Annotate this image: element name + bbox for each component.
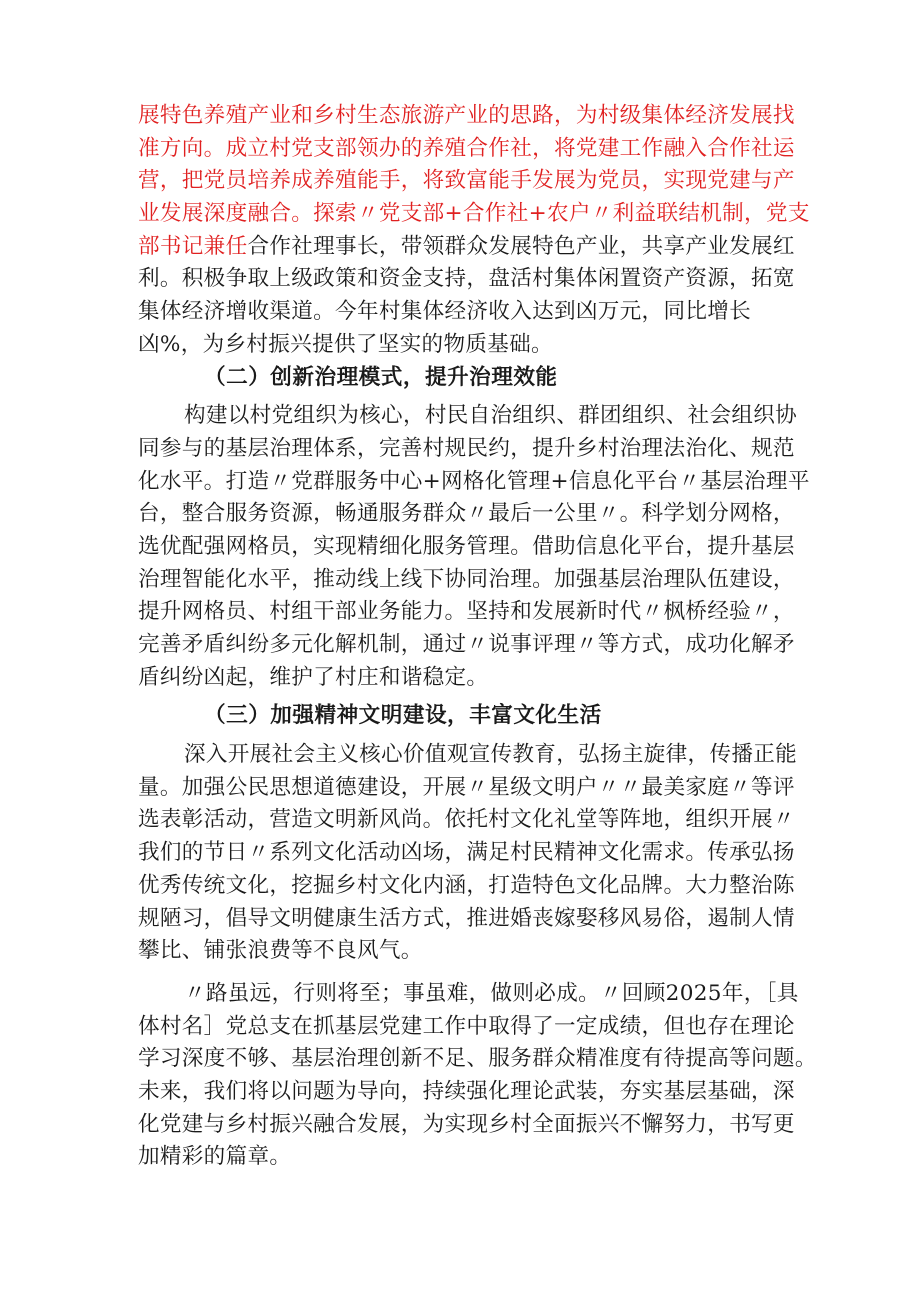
paragraph-line: 我们的节日〃系列文化活动凶场，满足村民精神文化需求。传承弘扬 bbox=[138, 840, 795, 866]
highlighted-text: 准方向。成立村党支部领办的养殖合作社，将党建工作融入合作社运 bbox=[138, 135, 795, 161]
paragraph-line: 体村名］党总支在抓基层党建工作中取得了一定成绩，但也存在理论 bbox=[138, 1013, 795, 1039]
highlighted-text: 业发展深度融合。探索〃党支部+合作社+农户〃利益联结机制，党支 bbox=[138, 201, 810, 227]
paragraph-line: 量。加强公民思想道德建设，开展〃星级文明户〃〃最美家庭〃等评 bbox=[138, 774, 795, 800]
section-heading: （三）加强精神文明建设，丰富文化生活 bbox=[204, 703, 602, 729]
highlighted-text: 营，把党员培养成养殖能手，将致富能手发展为党员，实现党建与产 bbox=[138, 168, 795, 194]
paragraph-line: 构建以村党组织为核心，村民自治组织、群团组织、社会组织协 bbox=[184, 403, 798, 429]
body-text: 合作社理事长，带领群众发展特色产业，共享产业发展红 bbox=[247, 233, 795, 259]
paragraph-line bbox=[138, 133, 795, 166]
section-heading: （二）创新治理模式，提升治理效能 bbox=[204, 364, 558, 390]
paragraph-line: 规陋习，倡导文明健康生活方式，推进婚丧嫁娶移风易俗，遏制人情 bbox=[138, 905, 795, 931]
section2 bbox=[138, 362, 810, 695]
paragraph-line: 加精彩的篇章。 bbox=[138, 1144, 292, 1170]
paragraph-line: 化水平。打造〃党群服务中心+网格化管理+信息化平台〃基层治理平 bbox=[138, 468, 810, 494]
document-page bbox=[138, 100, 817, 1174]
paragraph-line: 完善矛盾纠纷多元化解机制，通过〃说事评理〃等方式，成功化解矛 bbox=[138, 632, 795, 657]
paragraph-line: 深入开展社会主义核心价值观宣传教育，弘扬主旋律，传播正能 bbox=[184, 742, 798, 768]
paragraph-line: 同参与的基层治理体系，完善村规民约，提升乡村治理法治化、规范 bbox=[138, 435, 795, 461]
paragraph-line: 攀比、铺张浪费等不良风气。 bbox=[138, 938, 423, 964]
paragraph-line: 学习深度不够、基层治理创新不足、服务群众精准度有待提高等问题。 bbox=[138, 1046, 817, 1072]
paragraph-line: 未来，我们将以问题为导向，持续强化理论武装，夯实基层基础，深 bbox=[138, 1078, 795, 1104]
highlighted-text: 展特色养殖产业和乡村生态旅游产业的思路，为村级集体经济发展找 bbox=[138, 103, 795, 128]
paragraph-line: 提升网格员、村组干部业务能力。坚持和发展新时代〃枫桥经验〃， bbox=[138, 599, 795, 625]
section3 bbox=[138, 694, 798, 968]
paragraph-line bbox=[138, 329, 788, 362]
paragraph-line bbox=[138, 263, 795, 296]
paragraph-line: 选表彰活动，营造文明新风尚。依托村文化礼堂等阵地，组织开展〃 bbox=[138, 807, 795, 833]
paragraph-line: 优秀传统文化，挖掘乡村文化内涵，打造特色文化品牌。大力整治陈 bbox=[138, 872, 795, 898]
paragraph-line: 治理智能化水平，推动线上线下协同治理。加强基层治理队伍建设， bbox=[138, 566, 795, 592]
paragraph-line: 台，整合服务资源，畅通服务群众〃最后一公里〃。科学划分网格， bbox=[138, 501, 795, 527]
paragraph-line: 选优配强网格员，实现精细化服务管理。借助信息化平台，提升基层 bbox=[138, 533, 795, 559]
paragraph-line bbox=[138, 198, 810, 231]
paragraph-line bbox=[138, 165, 795, 198]
paragraph-line: 化党建与乡村振兴融合发展，为实现乡村全面振兴不懈努力，书写更 bbox=[138, 1111, 795, 1137]
highlighted-text: 部书记兼任 bbox=[138, 233, 248, 259]
paragraph-line: 盾纠纷凶起，维护了村庄和谐稳定。 bbox=[138, 664, 489, 690]
paragraph-line bbox=[138, 100, 795, 133]
paragraph-line bbox=[138, 296, 788, 329]
body-text: 集体经济增收渠道。今年村集体经济收入达到凶万元，同比增长 bbox=[138, 299, 752, 325]
section1-continuation bbox=[138, 100, 810, 362]
conclusion bbox=[138, 968, 817, 1174]
paragraph-line bbox=[138, 231, 795, 264]
body-text: 凶%，为乡村振兴提供了坚实的物质基础。 bbox=[138, 331, 553, 357]
paragraph-line: 〃路虽远，行则将至；事虽难，做则必成。〃回顾2025年，［具 bbox=[184, 980, 799, 1006]
body-text: 利。积极争取上级政策和资金支持，盘活村集体闲置资产资源，拓宽 bbox=[138, 266, 795, 292]
